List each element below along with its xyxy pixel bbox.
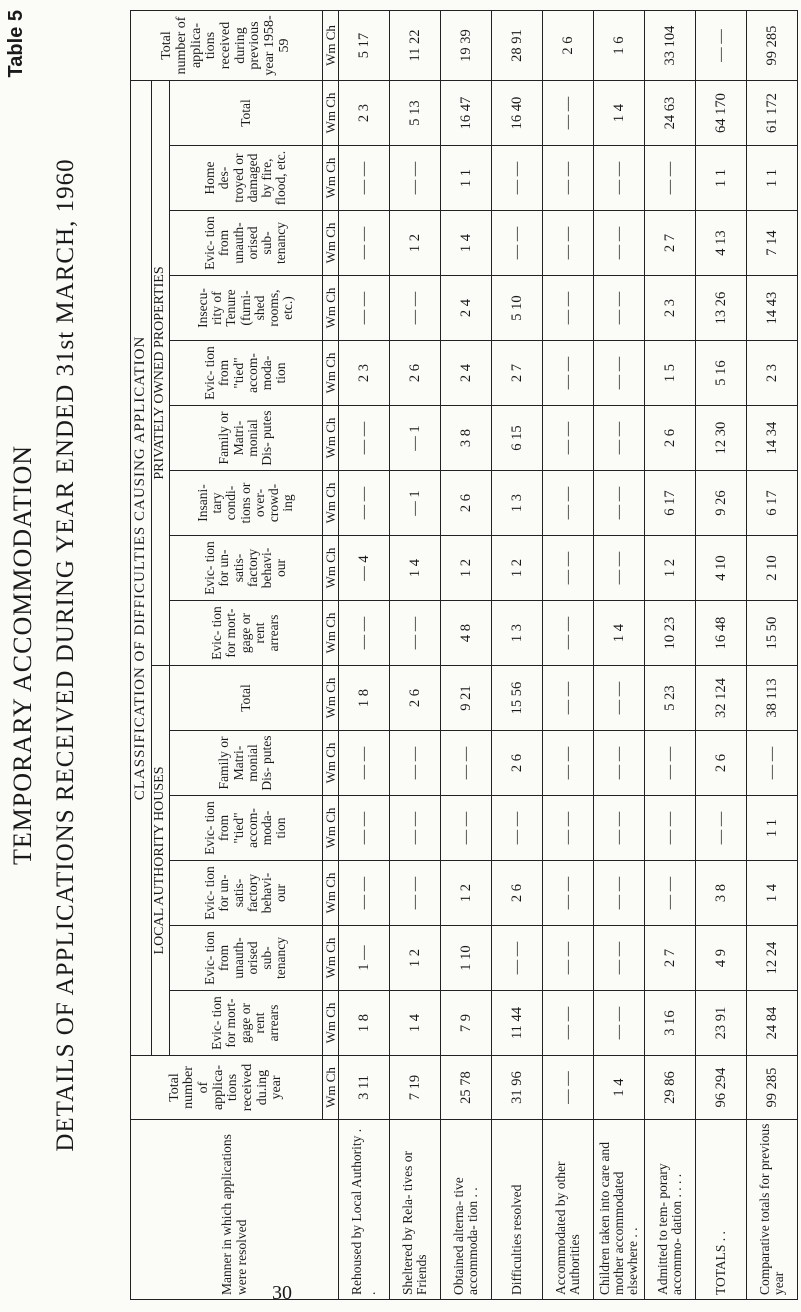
pr-col-header: Insani- tary condi- tions or over- crowd- ing (169, 471, 322, 536)
table-cell: 1 5 (645, 341, 696, 406)
table-cell: — — (594, 276, 645, 341)
table-cell: — — (339, 601, 390, 666)
table-cell: 2 6 (492, 861, 543, 926)
table-cell: 32 124 (696, 666, 747, 731)
table-cell: — — (543, 211, 594, 276)
table-cell: 1 1 (441, 146, 492, 211)
pr-col-header: Total (169, 81, 322, 146)
row-label: Comparative totals for previous year (747, 1120, 798, 1300)
table-cell: 38 113 (747, 666, 798, 731)
table-cell: 7 9 (441, 991, 492, 1056)
table-cell: 1 2 (441, 536, 492, 601)
table-cell: 24 63 (645, 81, 696, 146)
table-cell: — — (339, 471, 390, 536)
wm-ch-header: Wm Ch (322, 1056, 339, 1120)
table-cell: — — (594, 406, 645, 471)
wm-ch-header: Wm Ch (322, 341, 339, 406)
table-cell: 31 96 (492, 1056, 543, 1120)
table-cell: — 1 (390, 471, 441, 536)
table-cell: 1 1 (696, 146, 747, 211)
table-cell: 2 6 (390, 666, 441, 731)
table-cell: 7 14 (747, 211, 798, 276)
table-cell: — — (645, 861, 696, 926)
wm-ch-header: Wm Ch (322, 926, 339, 991)
table-cell: 23 91 (696, 991, 747, 1056)
table-cell: — — (543, 666, 594, 731)
table-cell: — — (543, 471, 594, 536)
table-cell: 9 26 (696, 471, 747, 536)
table-cell: 6 15 (492, 406, 543, 471)
title-line-1: TEMPORARY ACCOMMODATION (8, 444, 37, 866)
table-cell: 99 285 (747, 11, 798, 81)
table-cell: 28 91 (492, 11, 543, 81)
table-cell: 2 3 (339, 341, 390, 406)
table-cell: 24 84 (747, 991, 798, 1056)
table-cell: 2 6 (696, 731, 747, 796)
page-number: 30 (272, 1282, 292, 1304)
table-cell: — — (543, 341, 594, 406)
wm-ch-header: Wm Ch (322, 11, 339, 81)
table-cell: 13 26 (696, 276, 747, 341)
pr-col-header: Insecu- rity of Tenure (furni- shed rooms, etc.) (169, 276, 322, 341)
table-cell: 2 10 (747, 536, 798, 601)
row-label: Children taken into care and mother accommodated elsewhere . . (594, 1120, 645, 1300)
table-cell: 1 4 (594, 81, 645, 146)
table-cell: 5 13 (390, 81, 441, 146)
table-cell: — 4 (339, 536, 390, 601)
table-row (594, 11, 645, 1300)
table-cell: 6 17 (747, 471, 798, 536)
row-label: Obtained alterna- tive accommoda- tion . . (441, 1120, 492, 1300)
table-cell: — — (492, 926, 543, 991)
table-cell: — — (594, 926, 645, 991)
la-col-header: Evic- tion for mort- gage or rent arrears (169, 991, 322, 1056)
table-cell: 3 8 (696, 861, 747, 926)
table-cell: 4 13 (696, 211, 747, 276)
table-row (339, 11, 390, 1300)
wm-ch-header: Wm Ch (322, 81, 339, 146)
table-cell: 7 19 (390, 1056, 441, 1120)
table-cell: — 1 (390, 406, 441, 471)
table-cell: 3 16 (645, 991, 696, 1056)
manner-header: Manner in which applications were resolved (131, 1120, 339, 1300)
table-cell: 2 7 (645, 211, 696, 276)
row-label: Accommodated by other Authorities (543, 1120, 594, 1300)
table-cell: 1 1 (747, 796, 798, 861)
table-cell: 2 6 (492, 731, 543, 796)
table-cell: 2 3 (645, 276, 696, 341)
table-cell: 1 1 (747, 146, 798, 211)
table-cell: — — (645, 146, 696, 211)
wm-ch-header: Wm Ch (322, 861, 339, 926)
table-cell: — — (696, 11, 747, 81)
table-cell: 1 8 (339, 666, 390, 731)
group-private: PRIVATELY OWNED PROPERTIES (152, 81, 170, 666)
wm-ch-header: Wm Ch (322, 796, 339, 861)
table-cell: — — (543, 926, 594, 991)
table-cell: — — (594, 991, 645, 1056)
table-cell: — — (390, 601, 441, 666)
table-cell: 15 50 (747, 601, 798, 666)
la-col-header: Total (169, 666, 322, 731)
la-col-header: Evic- tion from unauth- orised sub- tenancy (169, 926, 322, 991)
table-cell: 1 2 (390, 926, 441, 991)
table-cell: — — (339, 146, 390, 211)
wm-ch-header: Wm Ch (322, 731, 339, 796)
pr-col-header: Home des- troyed or damaged by fire, flood, etc. (169, 146, 322, 211)
table-cell: 1 2 (390, 211, 441, 276)
wm-ch-header: Wm Ch (322, 536, 339, 601)
table-cell: 14 43 (747, 276, 798, 341)
table-cell: 19 39 (441, 11, 492, 81)
wm-ch-header: Wm Ch (322, 601, 339, 666)
wm-ch-header: Wm Ch (322, 406, 339, 471)
table-cell: 29 86 (645, 1056, 696, 1120)
table-cell: 1 3 (492, 601, 543, 666)
table-cell: 2 4 (441, 276, 492, 341)
table-cell: — — (492, 211, 543, 276)
table-cell: 5 23 (645, 666, 696, 731)
table-cell: 2 3 (747, 341, 798, 406)
row-label: TOTALS . . (696, 1120, 747, 1300)
table-cell: 12 24 (747, 926, 798, 991)
table-cell: 15 56 (492, 666, 543, 731)
table-cell: — — (594, 796, 645, 861)
table-cell: — — (543, 146, 594, 211)
pr-col-header: Evic- tion for mort- gage or rent arrears (169, 601, 322, 666)
table-cell: 1 — (339, 926, 390, 991)
wm-ch-header: Wm Ch (322, 991, 339, 1056)
la-col-header: Evic- tion from "tied" accom- moda- tion (169, 796, 322, 861)
table-cell: 4 10 (696, 536, 747, 601)
table-cell: — — (441, 731, 492, 796)
table-cell: 3 8 (441, 406, 492, 471)
table-cell: 5 16 (696, 341, 747, 406)
table-cell: — — (441, 796, 492, 861)
table-cell: 9 21 (441, 666, 492, 731)
table-row (645, 11, 696, 1300)
applications-table (130, 10, 798, 1300)
wm-ch-header: Wm Ch (322, 276, 339, 341)
table-cell: 16 47 (441, 81, 492, 146)
table-cell: — — (696, 796, 747, 861)
table-cell: 2 4 (441, 341, 492, 406)
table-cell: 5 17 (339, 11, 390, 81)
wm-ch-header: Wm Ch (322, 471, 339, 536)
table-cell: — — (543, 731, 594, 796)
table-cell: — — (594, 211, 645, 276)
table-cell: 2 6 (441, 471, 492, 536)
row-label: Admitted to tem- porary accommo- dation . . . . (645, 1120, 696, 1300)
table-cell: — — (339, 796, 390, 861)
table-cell: — — (747, 731, 798, 796)
wm-ch-header: Wm Ch (322, 211, 339, 276)
table-cell: — — (594, 861, 645, 926)
table-cell: 2 7 (492, 341, 543, 406)
table-cell: — — (594, 341, 645, 406)
row-label: Sheltered by Rela- tives or Friends (390, 1120, 441, 1300)
table-cell: 33 104 (645, 11, 696, 81)
table-cell: 2 6 (645, 406, 696, 471)
table-cell: 1 4 (594, 601, 645, 666)
table-cell: — — (543, 536, 594, 601)
table-cell: — — (594, 731, 645, 796)
table-cell: 12 30 (696, 406, 747, 471)
table-cell: — — (594, 666, 645, 731)
table-cell: 96 294 (696, 1056, 747, 1120)
table-cell: 1 10 (441, 926, 492, 991)
row-label: Difficulties resolved (492, 1120, 543, 1300)
table-cell: — — (594, 471, 645, 536)
rotated-table-frame (5, 10, 801, 1300)
table-cell: — — (543, 276, 594, 341)
total-received-header: Total number of applica- tions received du.ing year (131, 1056, 323, 1120)
table-cell: 14 34 (747, 406, 798, 471)
table-cell: 2 7 (645, 926, 696, 991)
table-cell: 11 22 (390, 11, 441, 81)
table-cell: 1 4 (441, 211, 492, 276)
table-cell: — — (390, 731, 441, 796)
pr-col-header: Evic- tion from "tied" accom- moda- tion (169, 341, 322, 406)
pr-col-header: Evic- tion for un- satis- factory behavi- our (169, 536, 322, 601)
table-cell: — — (492, 146, 543, 211)
table-cell: 1 3 (492, 471, 543, 536)
table-row (543, 11, 594, 1300)
previous-year-header: Total number of applica- tions received during previous year 1958-59 (131, 11, 323, 81)
table-cell: — — (339, 406, 390, 471)
wm-ch-header: Wm Ch (322, 146, 339, 211)
table-cell: 1 2 (492, 536, 543, 601)
table-row (747, 11, 798, 1300)
table-row (390, 11, 441, 1300)
table-cell: 10 23 (645, 601, 696, 666)
table-cell: 99 285 (747, 1056, 798, 1120)
table-cell: — — (339, 276, 390, 341)
group-local-authority: LOCAL AUTHORITY HOUSES (152, 666, 170, 1056)
table-cell: 1 4 (594, 1056, 645, 1120)
pr-col-header: Evic- tion from unauth- orised sub- tenancy (169, 211, 322, 276)
table-row (696, 11, 747, 1300)
table-cell: — — (543, 406, 594, 471)
table-cell: 64 170 (696, 81, 747, 146)
table-label: Table 5 (5, 10, 27, 78)
table-cell: 11 44 (492, 991, 543, 1056)
table-cell: — — (339, 731, 390, 796)
table-cell: — — (543, 601, 594, 666)
table-cell: 2 3 (339, 81, 390, 146)
table-cell: 6 17 (645, 471, 696, 536)
table-cell: 2 6 (543, 11, 594, 81)
table-cell: 61 172 (747, 81, 798, 146)
table-cell: 16 40 (492, 81, 543, 146)
table-cell: — — (390, 146, 441, 211)
table-cell: 1 2 (441, 861, 492, 926)
table-cell: — — (492, 796, 543, 861)
table-cell: 1 4 (747, 861, 798, 926)
table-cell: 3 11 (339, 1056, 390, 1120)
title-line-2: DETAILS OF APPLICATIONS RECEIVED DURING YEAR ENDED 31st MARCH, 1960 (52, 158, 79, 1152)
table-cell: 2 6 (390, 341, 441, 406)
table-cell: 16 48 (696, 601, 747, 666)
table-cell: — — (543, 796, 594, 861)
row-label: Rehoused by Local Authority . . (339, 1120, 390, 1300)
table-cell: — — (645, 796, 696, 861)
table-cell: 4 8 (441, 601, 492, 666)
wm-ch-header: Wm Ch (322, 666, 339, 731)
table-cell: 25 78 (441, 1056, 492, 1120)
table-cell: — — (390, 796, 441, 861)
table-cell: 1 2 (645, 536, 696, 601)
table-cell: — — (594, 536, 645, 601)
table-cell: — — (543, 991, 594, 1056)
pr-col-header: Family or Matri- monial Dis- putes (169, 406, 322, 471)
table-cell: 4 9 (696, 926, 747, 991)
table-cell: 1 4 (390, 991, 441, 1056)
table-cell: — — (543, 1056, 594, 1120)
la-col-header: Family or Matri- monial Dis- putes (169, 731, 322, 796)
classification-band: CLASSIFICATION OF DIFFICULTIES CAUSING APPLICATION (131, 81, 152, 1056)
table-cell: — — (594, 146, 645, 211)
table-cell: — — (390, 861, 441, 926)
table-cell: — — (645, 731, 696, 796)
la-col-header: Evic- tion for un- satis- factory behavi- our (169, 861, 322, 926)
table-cell: — — (339, 861, 390, 926)
table-cell: 1 6 (594, 11, 645, 81)
table-cell: — — (339, 211, 390, 276)
table-cell: — — (543, 81, 594, 146)
table-row (492, 11, 543, 1300)
table-cell: 1 8 (339, 991, 390, 1056)
table-row (441, 11, 492, 1300)
table-cell: 1 4 (390, 536, 441, 601)
table-cell: 5 10 (492, 276, 543, 341)
table-cell: — — (390, 276, 441, 341)
table-cell: — — (543, 861, 594, 926)
